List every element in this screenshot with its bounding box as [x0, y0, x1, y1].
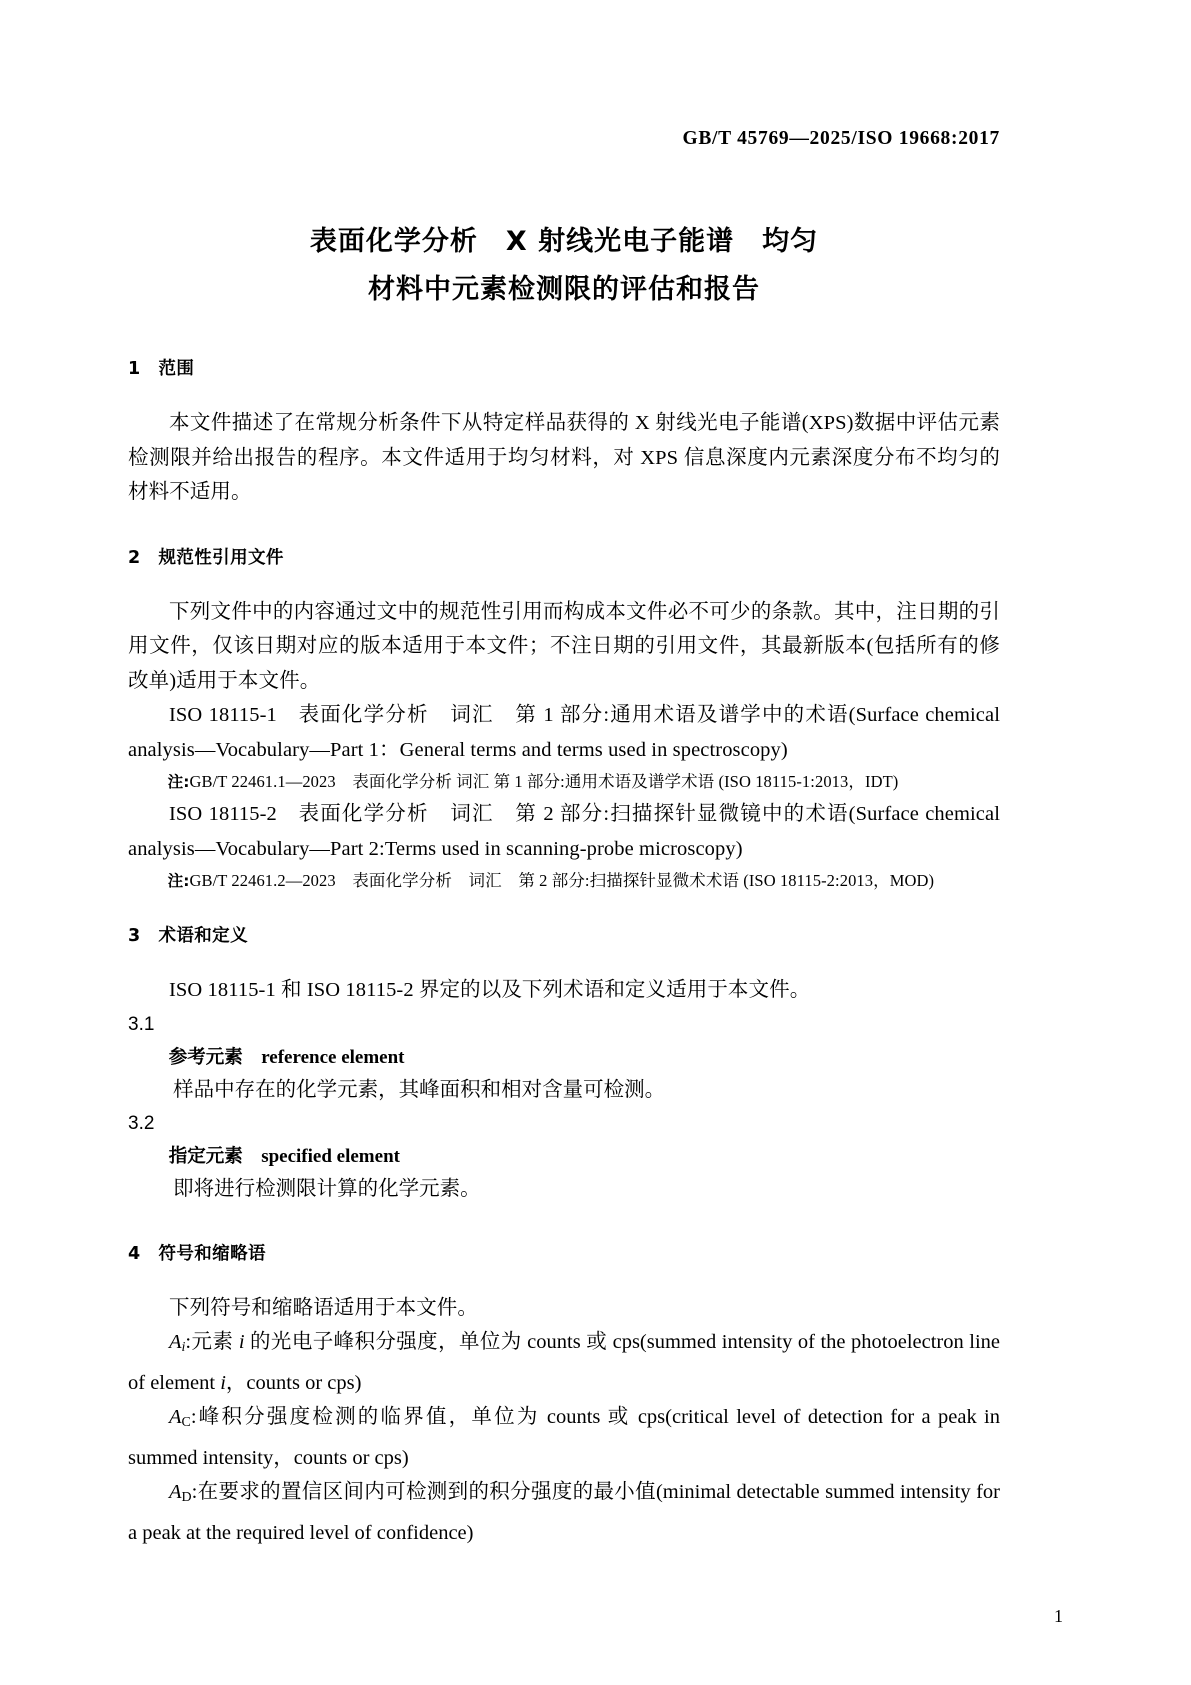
section-heading-4: 4 符号和缩略语 — [128, 1243, 266, 1264]
symbol-var-ad: $A_D$ — [169, 1481, 192, 1506]
term-name-3-1 — [128, 1041, 1000, 1074]
symbol-definition-ac — [128, 1400, 1000, 1475]
title-line-2: 材料中元素检测限的评估和报告 — [368, 274, 760, 305]
reference-iso-18115-2: ISO 18115-2 表面化学分析 词汇 第 2 部分:扫描探针显微镜中的术语(Surface chemical analysis—Vocabulary—Part 2:Terms used in scanning-probe microscopy) — [128, 803, 1000, 860]
term-definition-3-1: 样品中存在的化学元素，其峰面积和相对含量可检测。 — [173, 1078, 666, 1101]
term-definition-3-2: 即将进行检测限计算的化学元素。 — [173, 1177, 481, 1200]
term-name-en-3-1: reference element — [261, 1046, 405, 1068]
symbol-text-ai-end: ，counts or cps) — [225, 1371, 362, 1394]
symbol-var-ac: $A_C$ — [169, 1406, 191, 1431]
symbol-var-ai: $A_i$ — [169, 1331, 186, 1356]
note-gbt-22461-1 — [128, 767, 1000, 797]
note-label-1: 注: — [167, 773, 190, 791]
symbol-italic-i-2: i — [220, 1371, 226, 1394]
section-4-paragraph: 下列符号和缩略语适用于本文件。 — [169, 1296, 478, 1319]
term-name-zh-3-1: 参考元素 — [168, 1046, 243, 1068]
note-text-1: GB/T 22461.1—2023 表面化学分析 词汇 第 1 部分:通用术语及谱学术语 (ISO 18115-1:2013，IDT) — [189, 772, 899, 791]
title-line-1: 表面化学分析 X 射线光电子能谱 均匀 — [309, 226, 819, 257]
term-number-3-1: 3.1 — [128, 1013, 155, 1035]
symbol-text-ai-pre: :元素 — [185, 1331, 239, 1353]
symbol-text-ai-post: 的光电子峰积分强度，单位为 counts 或 cps(summed intensity of the photoelectron line of element — [128, 1331, 1001, 1394]
section-heading-3: 3 术语和定义 — [128, 926, 248, 946]
symbol-text-ac: :峰积分强度检测的临界值，单位为 counts 或 cps(critical level of detection for a peak in summed intensity，counts or cps) — [128, 1406, 1000, 1469]
section-2-paragraph: 下列文件中的内容通过文中的规范性引用而构成本文件必不可少的条款。其中，注日期的引用文件，仅该日期对应的版本适用于本文件；不注日期的引用文件，其最新版本(包括所有的修改单)适用于本文件。 — [128, 600, 1000, 692]
page-number: 1 — [1054, 1606, 1063, 1626]
symbol-definition-ad — [128, 1475, 1000, 1550]
term-name-3-2 — [128, 1140, 1000, 1173]
document-body — [128, 355, 1000, 1550]
reference-iso-18115-1: ISO 18115-1 表面化学分析 词汇 第 1 部分:通用术语及谱学中的术语(Surface chemical analysis—Vocabulary—Part 1：General terms and terms used in spectroscopy) — [128, 704, 1000, 761]
section-heading-2: 2 规范性引用文件 — [128, 547, 284, 568]
standard-number: GB/T 45769—2025/ISO 19668:2017 — [682, 128, 1000, 149]
note-text-2: GB/T 22461.2—2023 表面化学分析 词汇 第 2 部分:扫描探针显微术术语 (ISO 18115-2:2013，MOD) — [189, 871, 935, 890]
page-title — [128, 218, 1000, 314]
section-3-paragraph: ISO 18115-1 和 ISO 18115-2 界定的以及下列术语和定义适用于本文件。 — [169, 979, 811, 1001]
section-heading-1: 1 范围 — [128, 359, 195, 379]
symbol-definition-ai — [128, 1325, 1000, 1400]
term-number-3-2: 3.2 — [128, 1112, 155, 1134]
note-gbt-22461-2 — [128, 866, 1000, 896]
term-name-en-3-2: specified element — [261, 1145, 400, 1167]
section-1-paragraph: 本文件描述了在常规分析条件下从特定样品获得的 X 射线光电子能谱(XPS)数据中评估元素检测限并给出报告的程序。本文件适用于均匀材料，对 XPS 信息深度内元素深度分布不均匀的材料不适用。 — [128, 412, 1000, 503]
term-name-zh-3-2: 指定元素 — [168, 1145, 243, 1167]
symbol-italic-i-1: i — [238, 1331, 245, 1353]
note-label-2: 注: — [167, 872, 190, 890]
running-header — [128, 128, 1000, 150]
symbol-text-ad: :在要求的置信区间内可检测到的积分强度的最小值(minimal detectable summed intensity for a peak at the required level of confidence) — [128, 1481, 1000, 1544]
